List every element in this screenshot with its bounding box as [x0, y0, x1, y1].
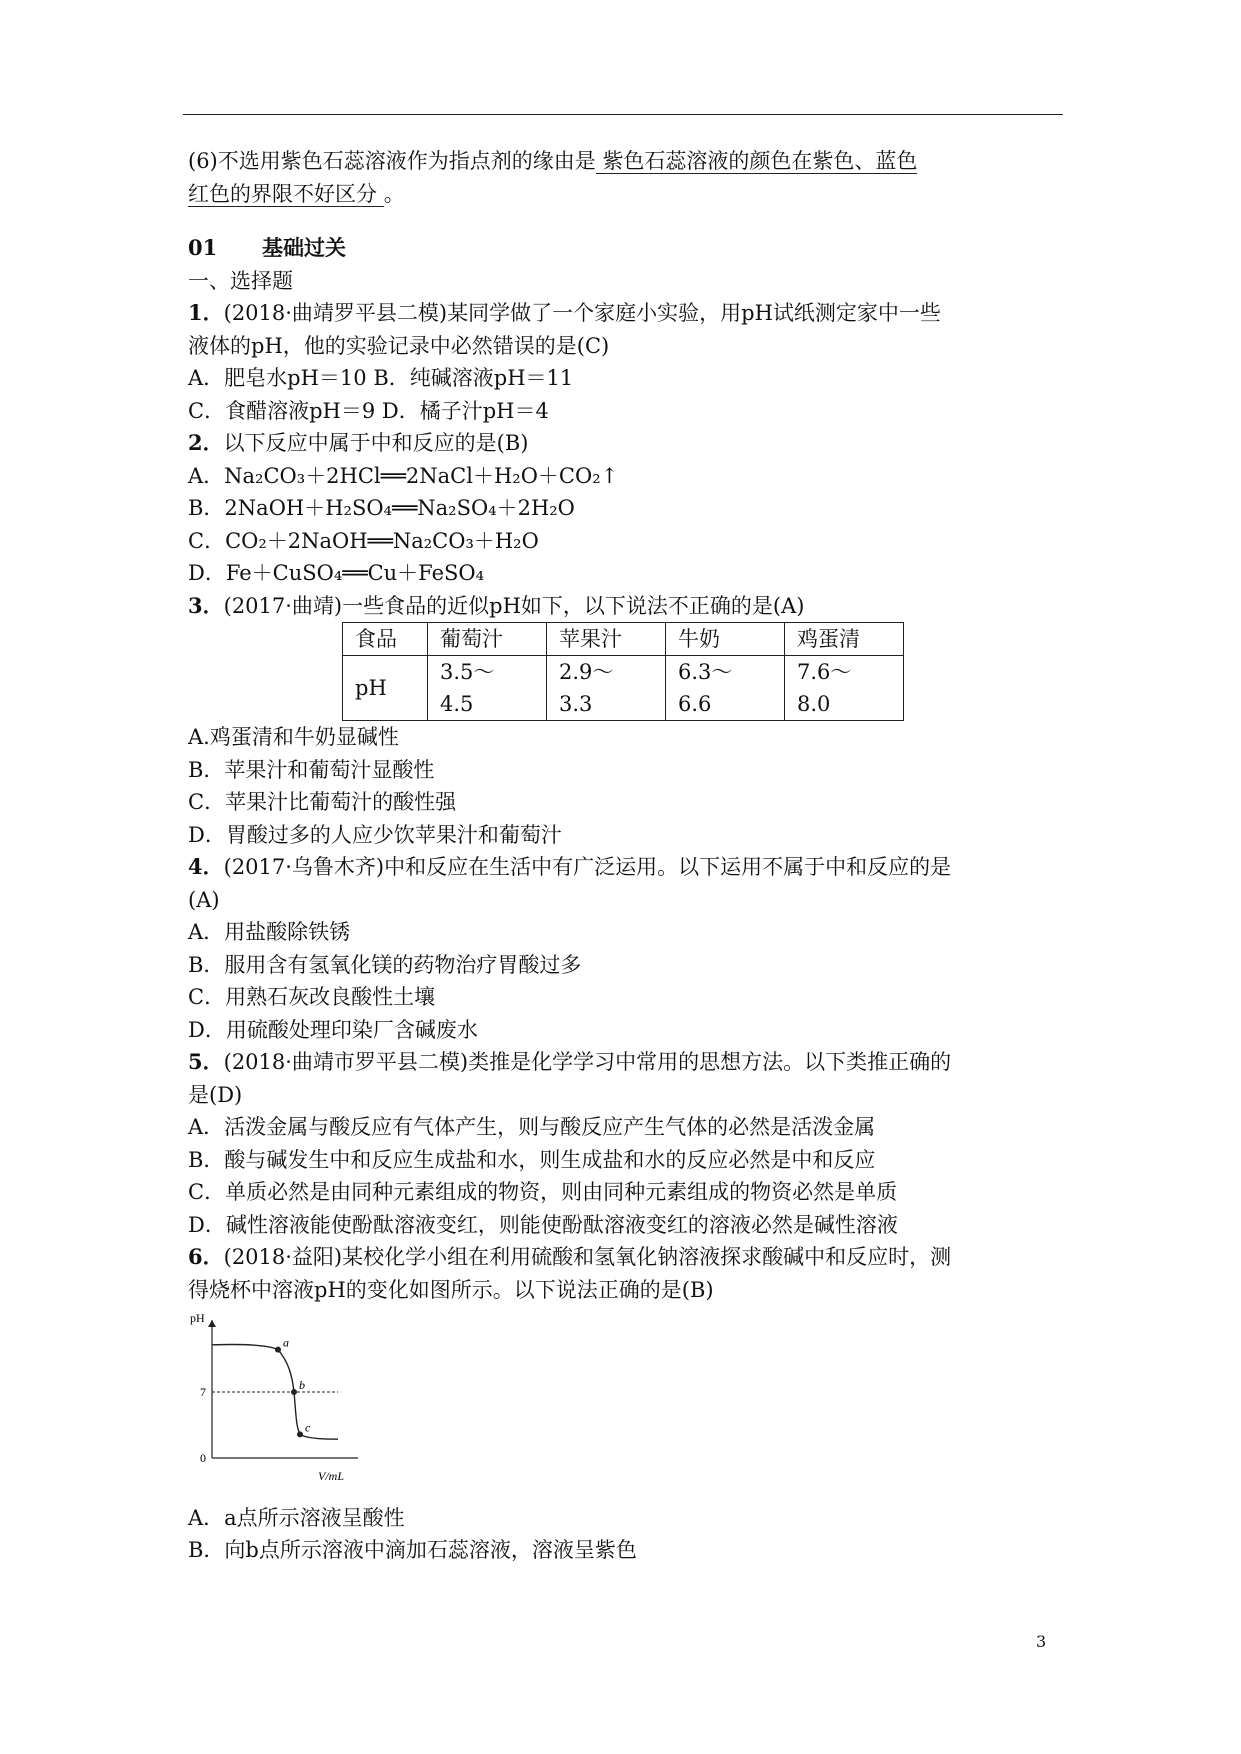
- question-2-option-a: A．Na₂CO₃＋2HCl══2NaCl＋H₂O＋CO₂↑: [188, 463, 619, 488]
- point-label-b: b: [299, 1378, 305, 1392]
- ph-chart: [188, 1310, 1068, 1502]
- origin-label: 0: [200, 1451, 206, 1465]
- question-1-options-ab: A．肥皂水pH＝10 B．纯碱溶液pH＝11: [188, 366, 574, 390]
- question-4-stem-cont: (A): [188, 887, 220, 912]
- y-axis-label: pH: [190, 1311, 205, 1325]
- question-3-option-b: B．苹果汁和葡萄汁显酸性: [188, 757, 435, 782]
- question-2-option-b: B．2NaOH＋H₂SO₄══Na₂SO₄＋2H₂O: [188, 496, 575, 520]
- point-label-a: a: [283, 1335, 289, 1350]
- question-4-option-b: B．服用含有氢氧化镁的药物治疗胃酸过多: [188, 952, 582, 977]
- table-row: [343, 656, 904, 721]
- x-axis-label: V/mL: [318, 1469, 345, 1483]
- answer-underline: 红色的界限不好区分: [188, 182, 384, 207]
- question-1-stem: 1．(2018·曲靖罗平县二模)某同学做了一个家庭小实验，用pH试纸测定家中一些: [188, 300, 941, 325]
- table-row-label: pH: [343, 656, 428, 721]
- question-4-option-a: A．用盐酸除铁锈: [188, 920, 351, 944]
- question-1-stem-cont: 液体的pH，他的实验记录中必然错误的是(C): [188, 333, 610, 358]
- question-6-stem: 6．(2018·益阳)某校化学小组在利用硫酸和氢氧化钠溶液探求酸碱中和反应时，测: [188, 1244, 952, 1269]
- header-rule: [183, 114, 1063, 115]
- question-5-stem: 5．(2018·曲靖市罗平县二模)类推是化学学习中常用的思想方法。以下类推正确的: [188, 1049, 952, 1074]
- y-tick-label: 7: [200, 1385, 206, 1399]
- question-3-option-a: A.鸡蛋清和牛奶显碱性: [188, 725, 399, 749]
- question-2-stem: 2．以下反应中属于中和反应的是(B): [188, 430, 529, 455]
- point-label-c: c: [305, 1420, 311, 1435]
- question-6-option-a: A．a点所示溶液呈酸性: [188, 1505, 405, 1530]
- table-header-row: [343, 623, 904, 656]
- question-3-stem: 3．(2017·曲靖)一些食品的近似pH如下，以下说法不正确的是(A): [188, 592, 805, 618]
- question-5-option-a: A．活泼金属与酸反应有气体产生，则与酸反应产生气体的必然是活泼金属: [188, 1115, 876, 1139]
- question-5-option-b: B．酸与碱发生中和反应生成盐和水，则生成盐和水的反应必然是中和反应: [188, 1147, 876, 1172]
- ph-chart-svg: [188, 1310, 388, 1492]
- data-point-c: [297, 1431, 303, 1437]
- page-number: 3: [1036, 1632, 1047, 1651]
- table-header-cell: 葡萄汁: [428, 623, 547, 656]
- table-header-cell: 食品: [343, 623, 428, 656]
- data-point-a: [275, 1347, 281, 1353]
- answer-underline: 紫色石蕊溶液的颜色在紫色、蓝色: [596, 149, 918, 174]
- question-4-option-d: D．用硫酸处理印染厂含碱废水: [188, 1017, 478, 1042]
- question-5-option-d: D．碱性溶液能使酚酞溶液变红，则能使酚酞溶液变红的溶液必然是碱性溶液: [188, 1212, 898, 1237]
- section-heading: 01 基础过关: [188, 235, 346, 260]
- question-4-option-c: C．用熟石灰改良酸性土壤: [188, 985, 436, 1009]
- data-point-b: [291, 1389, 297, 1395]
- question-2-option-d: D．Fe＋CuSO₄══Cu＋FeSO₄: [188, 561, 485, 585]
- question-5-option-c: C．单质必然是由同种元素组成的物资，则由同种元素组成的物资必然是单质: [188, 1180, 898, 1204]
- table-cell: 3.5～ 4.5: [428, 656, 547, 721]
- table-cell: 6.3～ 6.6: [666, 656, 785, 721]
- question-4-stem: 4．(2017·乌鲁木齐)中和反应在生活中有广泛运用。以下运用不属于中和反应的是: [188, 854, 952, 879]
- section-subheading: 一、选择题: [188, 268, 293, 293]
- page-content: [188, 145, 1068, 1567]
- question-6-option-b: B．向b点所示溶液中滴加石蕊溶液，溶液呈紫色: [188, 1538, 637, 1562]
- table-header-cell: 牛奶: [666, 623, 785, 656]
- q6-prev-line1: (6)不选用紫色石蕊溶液作为指点剂的缘由是 紫色石蕊溶液的颜色在紫色、蓝色: [188, 149, 918, 173]
- ph-table: [342, 622, 904, 721]
- table-cell: 7.6～ 8.0: [785, 656, 904, 721]
- table-cell: 2.9～ 3.3: [547, 656, 666, 721]
- question-6-stem-cont: 得烧杯中溶液pH的变化如图所示。以下说法正确的是(B): [188, 1277, 714, 1302]
- q6-prev-line2: 红色的界限不好区分 。: [188, 181, 405, 206]
- table-header-cell: 鸡蛋清: [785, 623, 904, 656]
- question-3-option-c: C．苹果汁比葡萄汁的酸性强: [188, 790, 457, 814]
- y-axis-arrow: [208, 1320, 216, 1327]
- question-5-stem-cont: 是(D): [188, 1082, 243, 1107]
- question-3-option-d: D．胃酸过多的人应少饮苹果汁和葡萄汁: [188, 822, 562, 847]
- table-header-cell: 苹果汁: [547, 623, 666, 656]
- question-1-options-cd: C．食醋溶液pH＝9 D．橘子汁pH＝4: [188, 398, 549, 423]
- question-2-option-c: C．CO₂＋2NaOH══Na₂CO₃＋H₂O: [188, 528, 539, 553]
